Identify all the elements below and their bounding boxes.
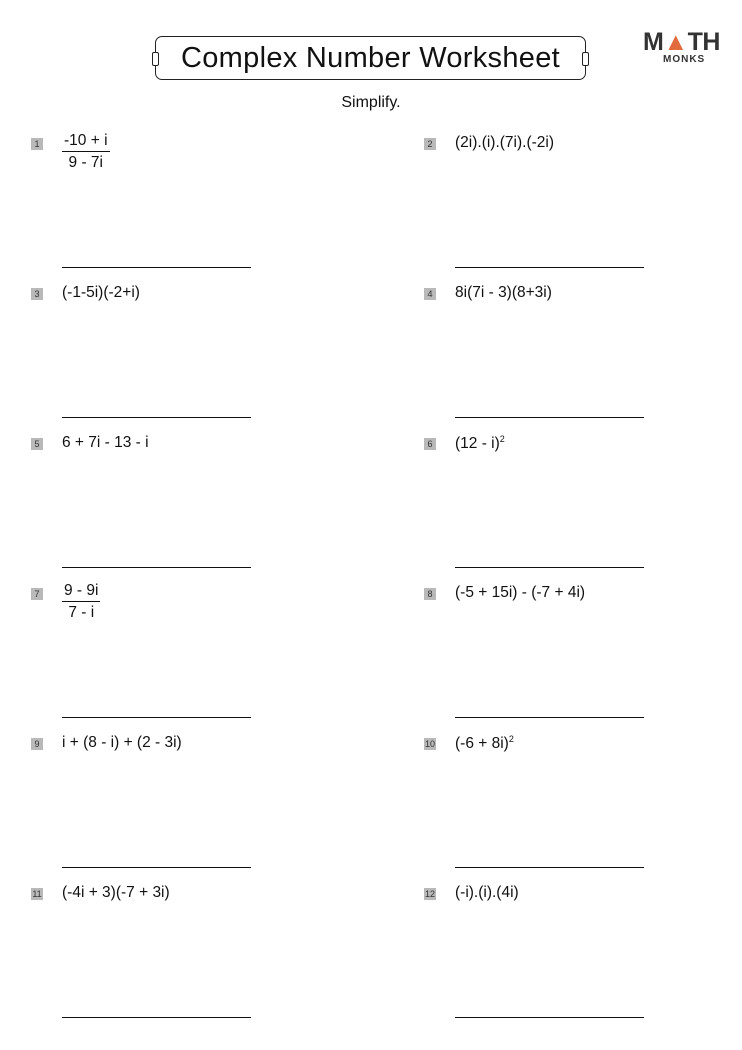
expression-text: (-i).(i).(4i) [455, 884, 519, 901]
problem-number: 7 [31, 588, 43, 600]
problem-6 [424, 434, 724, 588]
denominator: 7 - i [68, 604, 95, 621]
problem-number: 5 [31, 438, 43, 450]
answer-line[interactable] [62, 717, 251, 718]
banner-tab-left [152, 52, 159, 66]
expression-text: 8i(7i - 3)(8+3i) [455, 284, 552, 301]
answer-line[interactable] [455, 417, 644, 418]
problem-expression [62, 734, 182, 752]
fraction-expression [62, 582, 100, 622]
exponent: 2 [508, 734, 514, 744]
problem-8 [424, 584, 724, 738]
answer-line[interactable] [62, 417, 251, 418]
answer-line[interactable] [455, 267, 644, 268]
problem-12 [424, 884, 724, 1038]
page-title: Complex Number Worksheet [181, 41, 560, 74]
expression-text: (-4i + 3)(-7 + 3i) [62, 884, 170, 901]
expression-text: (2i).(i).(7i).(-2i) [455, 134, 555, 151]
problem-number: 11 [32, 889, 42, 899]
problem-number: 4 [424, 288, 436, 300]
problem-7 [31, 582, 331, 738]
problem-expression [455, 734, 514, 753]
problem-expression [62, 284, 140, 302]
denominator: 9 - 7i [68, 154, 103, 171]
problem-4 [424, 284, 724, 438]
expression-text: (-6 + 8i) [455, 735, 509, 753]
problem-expression [62, 434, 149, 452]
problem-expression [455, 434, 505, 453]
problem-1 [31, 132, 331, 288]
answer-line[interactable] [455, 1017, 644, 1018]
title-banner [155, 36, 586, 80]
problem-2 [424, 134, 724, 288]
fraction-expression [62, 132, 110, 172]
problem-expression [455, 134, 554, 152]
answer-line[interactable] [62, 867, 251, 868]
problem-number: 1 [31, 138, 43, 150]
problem-number: 12 [424, 889, 435, 899]
instruction: Simplify. [341, 94, 401, 111]
expression-text: (-1-5i)(-2+i) [62, 284, 140, 301]
exponent: 2 [499, 434, 505, 444]
expression-text: (-5 + 15i) - (-7 + 4i) [455, 584, 586, 601]
answer-line[interactable] [62, 267, 251, 268]
problem-expression [62, 884, 170, 902]
answer-line[interactable] [62, 1017, 251, 1018]
problem-number: 2 [424, 138, 436, 150]
problem-expression [455, 884, 519, 902]
expression-text: i + (8 - i) + (2 - 3i) [62, 734, 182, 751]
math-monks-logo: M▲TH MONKS [643, 28, 720, 65]
problem-10 [424, 734, 724, 888]
answer-line[interactable] [62, 567, 251, 568]
banner-tab-right [582, 52, 589, 66]
problem-number: 8 [424, 588, 436, 600]
problem-number: 6 [424, 438, 436, 450]
problem-expression [455, 284, 552, 302]
problem-expression [455, 584, 585, 602]
problem-number: 3 [31, 288, 43, 300]
problem-9 [31, 734, 331, 888]
problem-11 [31, 884, 331, 1038]
problem-number: 9 [31, 738, 43, 750]
expression-text: 6 + 7i - 13 - i [62, 434, 149, 451]
problem-3 [31, 284, 331, 438]
answer-line[interactable] [455, 867, 644, 868]
problem-number: 10 [424, 739, 435, 749]
answer-line[interactable] [455, 717, 644, 718]
numerator: -10 + i [62, 132, 110, 152]
numerator: 9 - 9i [62, 582, 100, 602]
expression-text: (12 - i) [455, 435, 500, 453]
answer-line[interactable] [455, 567, 644, 568]
problem-5 [31, 434, 331, 588]
